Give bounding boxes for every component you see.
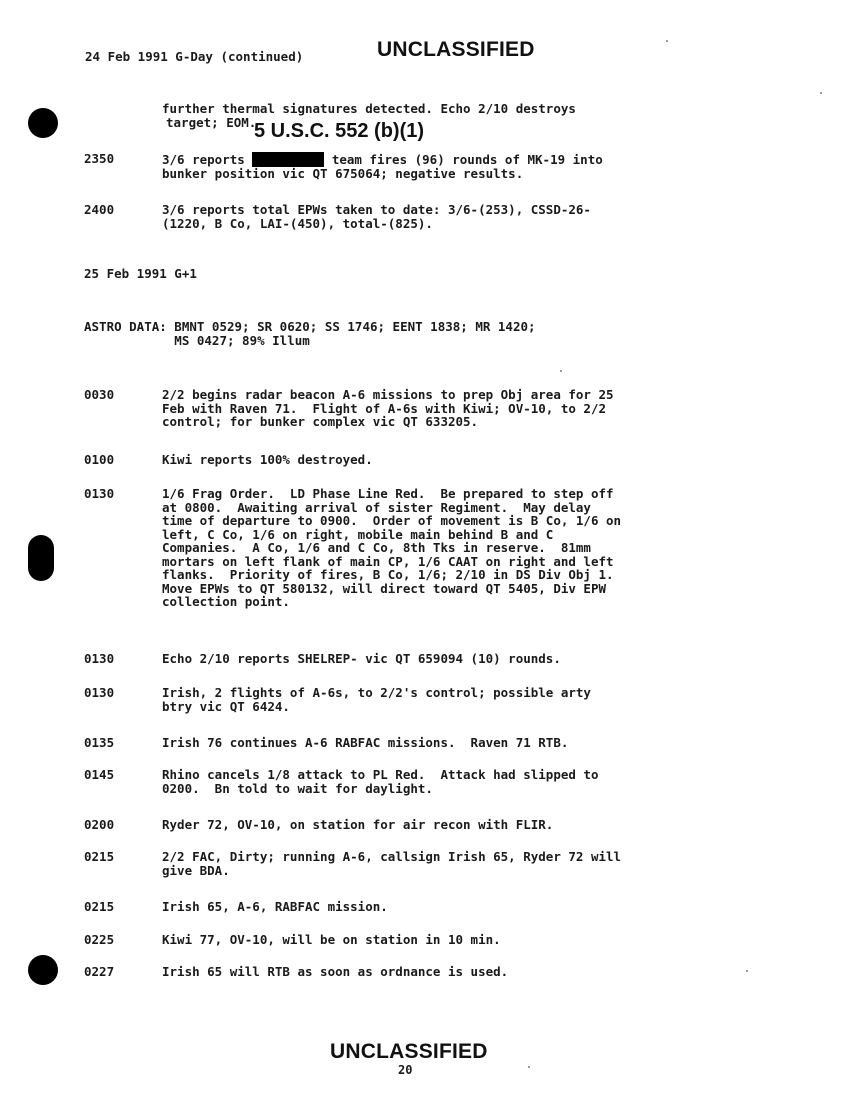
entry-text [162,388,802,429]
entry-line: 3/6 reports total EPWs taken to date: 3/6-(253), CSSD-26- [162,202,591,217]
entry-line: 1/6 Frag Order. LD Phase Line Red. Be prepared to step off [162,486,614,501]
entry-line: Irish 76 continues A-6 RABFAC missions. Raven 71 RTB. [162,735,569,750]
entry-line: 0200. Bn told to wait for daylight. [162,780,433,796]
entry-text [162,900,802,914]
entry-line: Irish 65, A-6, RABFAC mission. [162,899,388,914]
entry-text-part: 3/6 reports [162,152,253,167]
scan-speck [820,92,822,94]
scan-speck [666,40,668,42]
entry-line: Companies. A Co, 1/6 and C Co, 8th Tks in reserve. 81mm [162,540,591,555]
entry-text [162,818,802,832]
entry-line: Feb with Raven 71. Flight of A-6s with Kiwi; OV-10, to 2/2 [162,400,607,416]
entry-time: 0130 [84,651,115,666]
header-date-line: 24 Feb 1991 G-Day (continued) [85,49,304,64]
astro-line: ASTRO DATA: BMNT 0529; SR 0620; SS 1746; EENT 1838; MR 1420; [84,319,536,334]
entry-line: (1220, B Co, LAI-(450), total-(825). [162,215,433,231]
entry-line: Kiwi reports 100% destroyed. [162,452,373,467]
entry-line: Ryder 72, OV-10, on station for air recon with FLIR. [162,817,554,832]
entry-time: 0130 [84,486,115,501]
header-classification: UNCLASSIFIED [377,38,535,61]
entry-text-part: team fires (96) rounds of MK-19 into [324,152,603,167]
entry-time: 2400 [84,202,115,217]
scan-speck [560,370,562,372]
entry-line: mortars on left flank of main CP, 1/6 CAAT on right and left [162,553,614,569]
astro-line: MS 0427; 89% Illum [84,332,310,348]
entry-line: control; for bunker complex vic QT 633205. [162,414,479,429]
scan-speck [528,1066,530,1068]
astro-data [84,320,536,347]
footer-classification: UNCLASSIFIED [330,1040,488,1063]
entry-line: btry vic QT 6424. [162,698,290,714]
entry-time: 0225 [84,932,115,947]
entry-time: 0215 [84,899,115,914]
entry-text [162,965,802,979]
entry-line: time of departure to 0900. Order of movement is B Co, 1/6 on [162,513,622,528]
entry-line: Kiwi 77, OV-10, will be on station in 10 min. [162,932,501,947]
binder-hole [28,535,54,581]
binder-hole [28,108,58,138]
entry-line: at 0800. Awaiting arrival of sister Regiment. May delay [162,499,591,515]
entry-time: 2350 [84,151,115,166]
entry-time: 0145 [84,767,115,782]
entry-line: Rhino cancels 1/8 attack to PL Red. Attack had slipped to [162,767,599,782]
entry-text [162,768,802,795]
entry-line: left, C Co, 1/6 on right, mobile main behind B and C [162,526,554,542]
entry-time: 0100 [84,452,115,467]
entry-text [162,736,802,750]
entry-time: 0200 [84,817,115,832]
redaction-block [252,152,324,167]
entry-line: Irish 65 will RTB as soon as ordnance is used. [162,964,509,979]
entry-line: give BDA. [162,862,230,878]
binder-hole [28,955,58,985]
scan-speck [746,970,748,972]
entry-text [162,487,802,609]
entry-line: 2/2 FAC, Dirty; running A-6, callsign Irish 65, Ryder 72 will [162,849,622,864]
entry-line: flanks. Priority of fires, B Co, 1/6; 2/10 in DS Div Obj 1. [162,567,614,582]
entry-text [162,652,802,666]
entry-text [162,686,802,713]
entry-line: Echo 2/10 reports SHELREP- vic QT 659094 (10) rounds. [162,651,561,666]
entry-line: 2/2 begins radar beacon A-6 missions to prep Obj area for 25 [162,387,614,402]
continuation-line-1: further thermal signatures detected. Echo 2/10 destroys [162,101,576,116]
page-number: 20 [398,1063,413,1077]
entry-text [162,203,802,230]
entry-time: 0215 [84,849,115,864]
entry-time: 0030 [84,387,115,402]
entry-time: 0130 [84,685,115,700]
entry-line: bunker position vic QT 675064; negative results. [162,166,524,181]
day-heading: 25 Feb 1991 G+1 [84,266,197,281]
entry-line: Move EPWs to QT 580132, will direct toward QT 5405, Div EPW [162,580,607,596]
entry-text [162,933,802,947]
entry-time: 0135 [84,735,115,750]
foia-exemption-stamp: 5 U.S.C. 552 (b)(1) [254,120,425,142]
entry-time: 0227 [84,964,115,979]
continuation-line-2: target; EOM. [166,115,257,130]
entry-text [162,152,802,181]
entry-line: collection point. [162,594,290,609]
entry-text [162,850,802,877]
entry-line: Irish, 2 flights of A-6s, to 2/2's control; possible arty [162,685,591,700]
entry-text [162,453,802,467]
